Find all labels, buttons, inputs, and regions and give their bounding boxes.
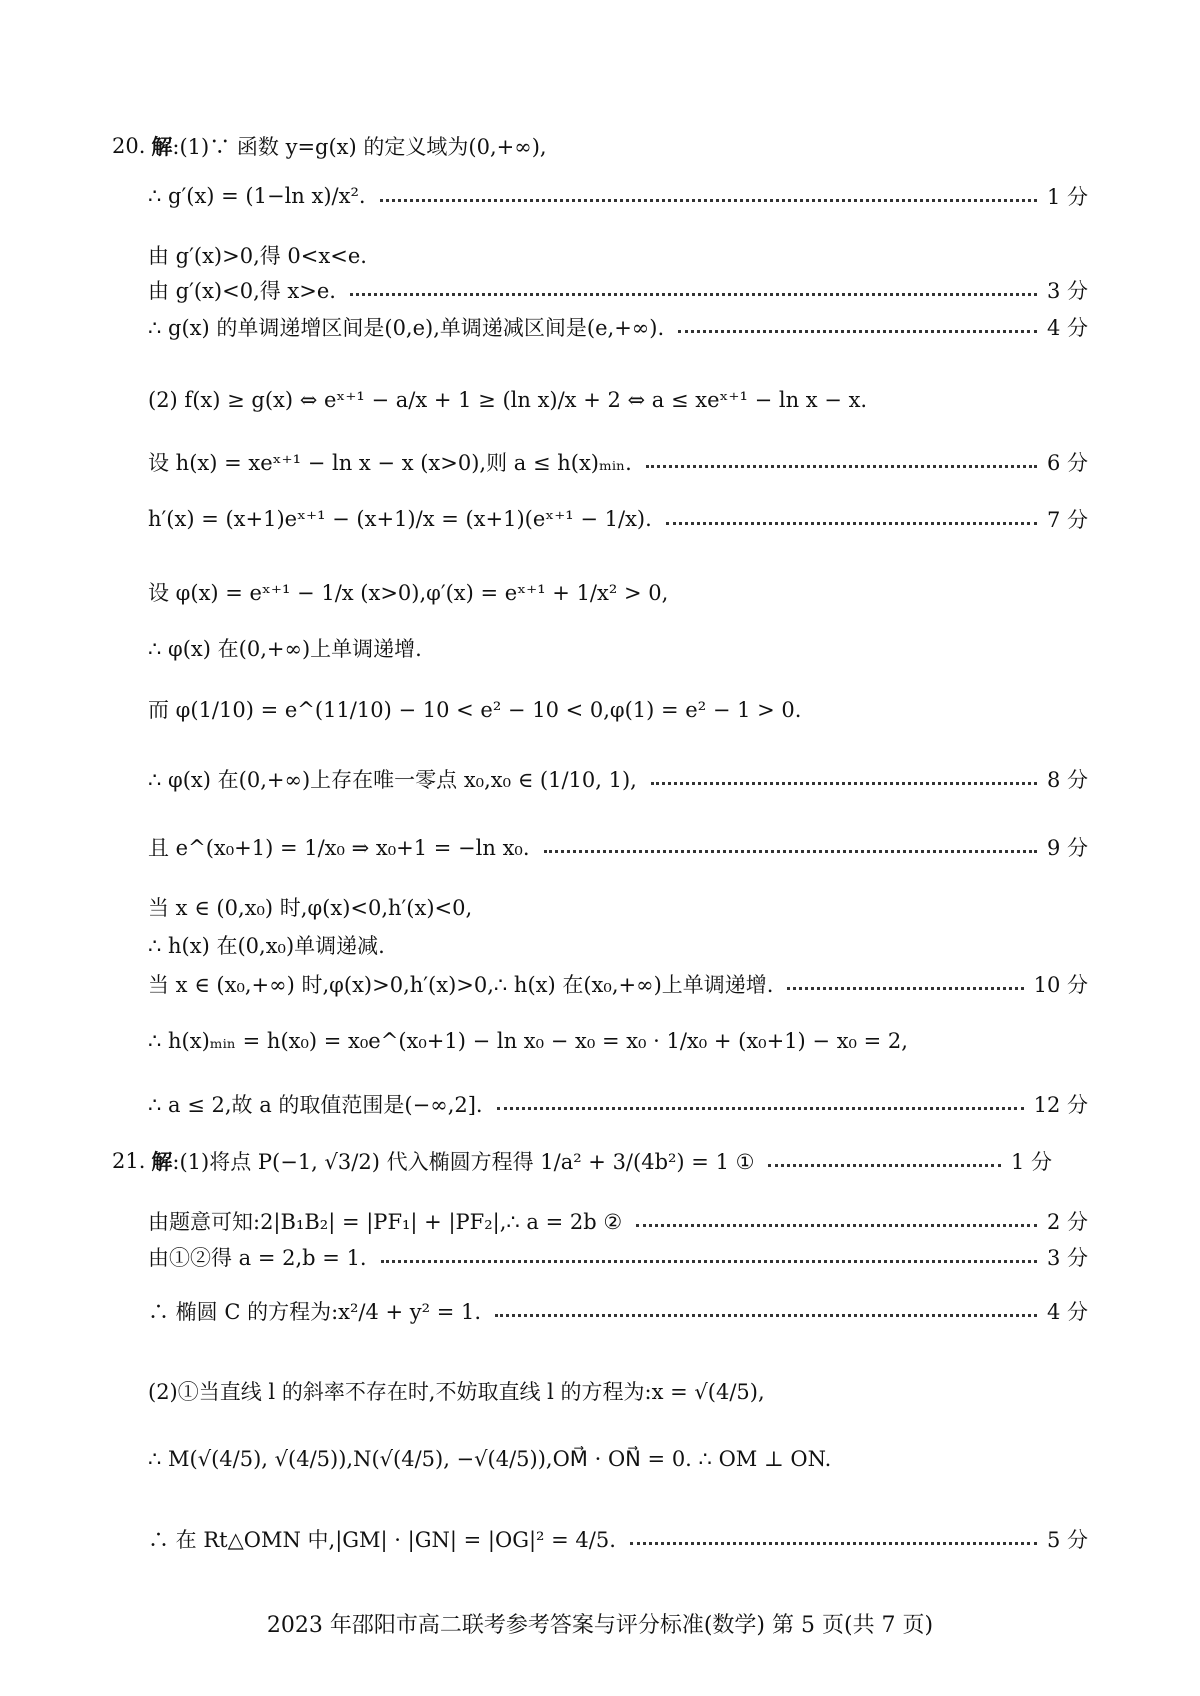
line-6	[148, 388, 1088, 412]
line-text: ∴ M(√(4/5), √(4/5)),N(√(4/5), −√(4/5)),OM⃗ · ON⃗ = 0. ∴ OM ⊥ ON.	[148, 1447, 832, 1471]
line-text: 而 φ(1/10) = e^(11/10) − 10 < e² − 10 < 0,φ(1) = e² − 1 > 0.	[148, 698, 802, 722]
line-text: ∴ h(x)ₘᵢₙ = h(x₀) = x₀e^(x₀+1) − ln x₀ − x₀ = x₀ · 1/x₀ + (x₀+1) − x₀ = 2,	[148, 1029, 908, 1053]
line-text: 且 e^(x₀+1) = 1/x₀ ⇒ x₀+1 = −ln x₀.	[148, 836, 530, 860]
line-16	[148, 969, 1088, 999]
line-23	[148, 1376, 1088, 1406]
line-text: ∴ 椭圆 C 的方程为:x²/4 + y² = 1.	[148, 1300, 482, 1324]
question-number: 20.	[112, 134, 146, 158]
dot-leader	[678, 330, 1037, 333]
score: 8 分	[1046, 768, 1088, 792]
score: 5 分	[1046, 1528, 1088, 1552]
line-text: ∴ φ(x) 在(0,+∞)上单调递增.	[148, 637, 422, 661]
line-3	[148, 240, 1088, 270]
dot-leader	[380, 199, 1037, 202]
dot-leader	[636, 1224, 1037, 1227]
line-text: 由 g′(x)<0,得 x>e.	[148, 279, 336, 303]
line-25	[148, 1524, 1088, 1554]
line-2	[148, 181, 1088, 211]
line-text: (2)①当直线 l 的斜率不存在时,不妨取直线 l 的方程为:x = √(4/5),	[148, 1380, 765, 1404]
line-text: ∴ φ(x) 在(0,+∞)上存在唯一零点 x₀,x₀ ∈ (1/10, 1),	[148, 768, 637, 792]
line-text: 由①②得 a = 2,b = 1.	[148, 1246, 367, 1270]
dot-leader	[544, 850, 1037, 853]
dot-leader	[666, 522, 1037, 525]
line-8	[148, 504, 1088, 534]
score: 12 分	[1033, 1093, 1088, 1117]
line-20	[148, 1206, 1088, 1236]
line-text: ∴ g(x) 的单调递增区间是(0,e),单调递减区间是(e,+∞).	[148, 316, 665, 340]
dot-leader	[630, 1542, 1037, 1545]
score: 1 分	[1046, 185, 1088, 209]
line-5	[148, 312, 1088, 342]
line-text: ∴ g′(x) = (1−ln x)/x².	[148, 184, 366, 208]
score: 9 分	[1046, 836, 1088, 860]
score: 6 分	[1046, 451, 1088, 475]
line-text: 由题意可知:2|B₁B₂| = |PF₁| + |PF₂|,∴ a = 2b ②	[148, 1210, 623, 1234]
question-number: 21.	[112, 1149, 146, 1173]
line-14	[148, 892, 1088, 922]
solution-label: 解	[151, 135, 173, 159]
score: 4 分	[1046, 316, 1088, 340]
line-13	[148, 832, 1088, 862]
line-19	[112, 1146, 1052, 1176]
dot-leader	[381, 1260, 1037, 1263]
page-footer: 2023 年邵阳市高二联考参考答案与评分标准(数学) 第 5 页(共 7 页)	[266, 1613, 934, 1638]
line-7	[148, 447, 1088, 477]
solution-label: 解	[151, 1150, 173, 1174]
line-12	[148, 764, 1088, 794]
dot-leader	[350, 293, 1037, 296]
line-24	[148, 1447, 1088, 1471]
score: 1 分	[1010, 1150, 1052, 1174]
score: 4 分	[1046, 1300, 1088, 1324]
line-text: 当 x ∈ (0,x₀) 时,φ(x)<0,h′(x)<0,	[148, 896, 473, 920]
line-text: ∴ h(x) 在(0,x₀)单调递减.	[148, 934, 385, 958]
dot-leader	[787, 987, 1023, 990]
score: 7 分	[1046, 508, 1088, 532]
line-4	[148, 275, 1088, 305]
line-15	[148, 930, 1088, 960]
line-text: (2) f(x) ≥ g(x) ⇔ eˣ⁺¹ − a/x + 1 ≥ (ln x)/x + 2 ⇔ a ≤ xeˣ⁺¹ − ln x − x.	[148, 388, 868, 412]
line-1	[112, 131, 1052, 161]
line-11	[148, 694, 1088, 724]
line-text: 当 x ∈ (x₀,+∞) 时,φ(x)>0,h′(x)>0,∴ h(x) 在(x₀,+∞)上单调递增.	[148, 973, 774, 997]
score: 2 分	[1046, 1210, 1088, 1234]
score: 3 分	[1046, 279, 1088, 303]
dot-leader	[768, 1164, 1001, 1167]
line-21	[148, 1242, 1088, 1272]
line-text: ∴ a ≤ 2,故 a 的取值范围是(−∞,2].	[148, 1093, 483, 1117]
score: 10 分	[1033, 973, 1088, 997]
line-9	[148, 577, 1088, 607]
line-text: 设 φ(x) = eˣ⁺¹ − 1/x (x>0),φ′(x) = eˣ⁺¹ + 1/x² > 0,	[148, 581, 669, 605]
line-text: 设 h(x) = xeˣ⁺¹ − ln x − x (x>0),则 a ≤ h(x)ₘᵢₙ.	[148, 451, 632, 475]
dot-leader	[651, 782, 1037, 785]
line-text: ∴ 在 Rt△OMN 中,|GM| · |GN| = |OG|² = 4/5.	[148, 1528, 616, 1552]
dot-leader	[646, 465, 1037, 468]
dot-leader	[495, 1314, 1037, 1317]
line-22	[148, 1296, 1088, 1326]
dot-leader	[497, 1107, 1024, 1110]
line-10	[148, 633, 1088, 663]
line-text: :(1)将点 P(−1, √3/2) 代入椭圆方程得 1/a² + 3/(4b²) = 1 ①	[172, 1150, 755, 1174]
line-text: h′(x) = (x+1)eˣ⁺¹ − (x+1)/x = (x+1)(eˣ⁺¹ − 1/x).	[148, 507, 652, 531]
line-text: 由 g′(x)>0,得 0<x<e.	[148, 244, 367, 268]
line-18	[148, 1089, 1088, 1119]
score: 3 分	[1046, 1246, 1088, 1270]
line-text: :(1)∵ 函数 y=g(x) 的定义域为(0,+∞),	[172, 135, 547, 159]
line-17	[148, 1029, 1088, 1053]
